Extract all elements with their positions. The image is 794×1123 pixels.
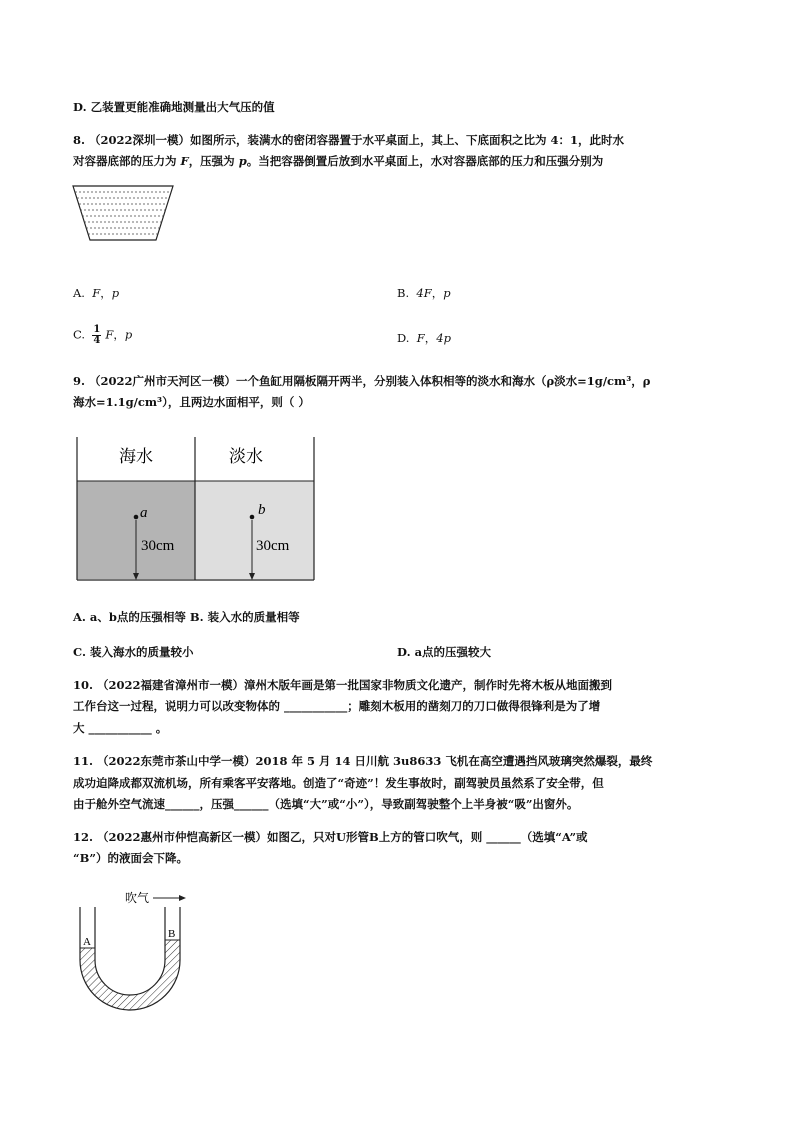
point-a-dot <box>134 515 139 520</box>
tube-a-label: A <box>83 936 91 948</box>
q8-option-d[interactable]: D. F，4p <box>397 331 451 345</box>
q8-stem-line2: 对容器底部的压力为 F，压强为 p。当把容器倒置后放到水平桌面上，水对容器底部的压力和压强分别为 <box>73 154 604 168</box>
q7-option-d: D. 乙装置更能准确地测量出大气压的值 <box>73 100 275 114</box>
tube-b-label: B <box>168 928 176 940</box>
q10-line1: 10. （2022福建省漳州市一模）漳州木版年画是第一批国家非物质文化遗产，制作时先将木板从地面搬到 <box>73 678 613 692</box>
q8-option-a[interactable]: A. F，p <box>73 286 120 300</box>
q9-option-c[interactable]: C. 装入海水的质量较小 <box>73 645 194 659</box>
q8-container-figure <box>70 183 180 245</box>
q8-option-b[interactable]: B. 4F，p <box>397 286 451 300</box>
point-a-label: a <box>140 505 148 521</box>
q11-line1: 11. （2022东莞市茶山中学一模）2018 年 5 月 14 日川航 3u8633 飞机在高空遭遇挡风玻璃突然爆裂，最终 <box>73 754 653 768</box>
fraction-one-quarter: $\frac{1}{4}$ <box>93 324 101 346</box>
q11-line3: 由于舱外空气流速______，压强______（选填“大”或“小”），导致副驾驶整个上半身被“吸”出窗外。 <box>73 797 579 811</box>
q10-line2: 工作台这一过程，说明力可以改变物体的 ___________；雕刻木板用的凿刻刀的刀口做得很锋利是为了增 <box>73 699 601 713</box>
q9-fish-tank-figure <box>74 435 320 583</box>
q11-line2: 成功迫降成都双流机场，所有乘客平安落地。创造了“奇迹”！发生事故时，副驾驶员虽然系了安全带，但 <box>73 776 604 790</box>
q12-line2: “B”）的液面会下降。 <box>73 851 188 865</box>
q10-line3: 大 ___________ 。 <box>73 721 168 735</box>
q8-option-c[interactable]: C. $\frac{1}{4}$ F，p <box>73 324 133 346</box>
q9-stem-line1: 9. （2022广州市天河区一模）一个鱼缸用隔板隔开两半，分别装入体积相等的淡水和海水（ρ淡水=1g/cm³，ρ <box>73 374 651 388</box>
depth-right-label: 30cm <box>256 538 290 554</box>
depth-left-label: 30cm <box>141 538 175 554</box>
q12-u-tube-figure <box>70 885 200 1025</box>
q9-option-d[interactable]: D. a点的压强较大 <box>397 645 492 659</box>
freshwater-fill <box>195 481 314 579</box>
freshwater-label: 淡水 <box>229 447 263 466</box>
point-b-label: b <box>258 502 266 518</box>
q8-stem-line1: 8. （2022深圳一模）如图所示，装满水的密闭容器置于水平桌面上，其上、下底面积之比为 4：1，此时水 <box>73 133 625 147</box>
q12-line1: 12. （2022惠州市仲恺高新区一模）如图乙，只对U形管B上方的管口吹气，则 ______（选填“A”或 <box>73 830 588 844</box>
q9-option-ab[interactable]: A. a、b点的压强相等 B. 装入水的质量相等 <box>73 610 300 624</box>
point-b-dot <box>250 515 255 520</box>
q9-stem-line2: 海水=1.1g/cm³），且两边水面相平，则（ ） <box>73 395 310 409</box>
blow-label: 吹气 <box>125 891 150 905</box>
seawater-label: 海水 <box>119 447 153 466</box>
